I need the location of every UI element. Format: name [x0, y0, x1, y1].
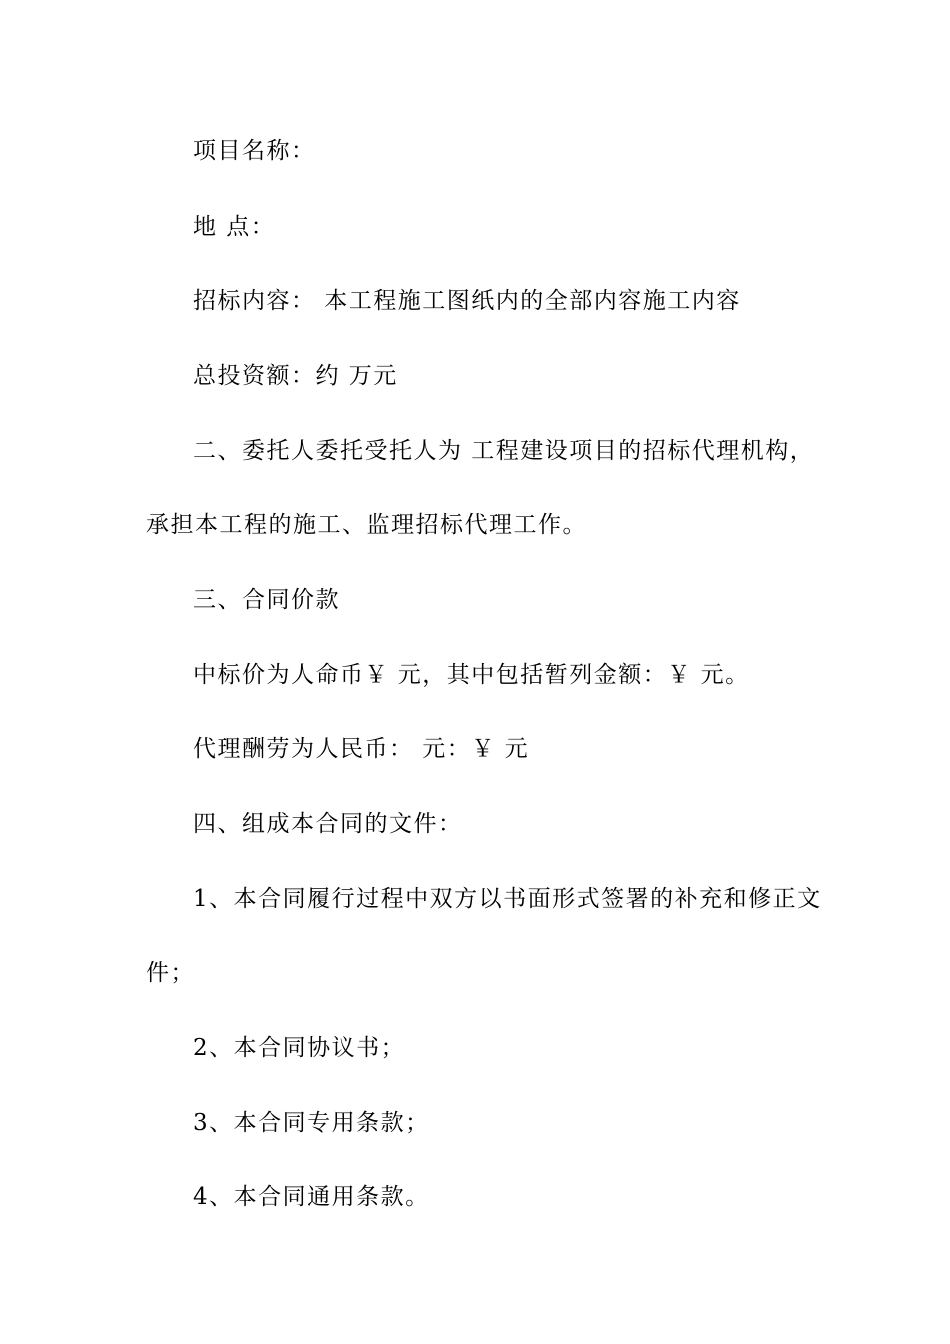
section-three-heading: 三、合同价款	[193, 587, 340, 613]
total-investment-line: 总投资额：约 万元	[193, 363, 398, 389]
tender-content-line: 招标内容： 本工程施工图纸内的全部内容施工内容	[193, 288, 741, 314]
contract-document-item-4: 4、本合同通用条款。	[193, 1184, 430, 1210]
section-two-continuation-line: 承担本工程的施工、监理招标代理工作。	[146, 512, 587, 538]
contract-document-item-1: 1、本合同履行过程中双方以书面形式签署的补充和修正文	[193, 886, 822, 912]
contract-document-item-1-continuation: 件；	[146, 960, 195, 986]
contract-document-item-2: 2、本合同协议书；	[193, 1035, 406, 1061]
agency-fee-line: 代理酬劳为人民币： 元：￥ 元	[193, 736, 530, 762]
section-four-heading: 四、组成本合同的文件：	[193, 811, 463, 837]
contract-document-item-3: 3、本合同专用条款；	[193, 1110, 430, 1136]
section-two-line: 二、委托人委托受托人为 工程建设项目的招标代理机构，	[193, 438, 815, 464]
project-name-line: 项目名称：	[193, 138, 316, 164]
location-line: 地 点：	[193, 214, 276, 240]
winning-bid-price-line: 中标价为人命币￥ 元，其中包括暂列金额：￥ 元。	[193, 662, 750, 688]
